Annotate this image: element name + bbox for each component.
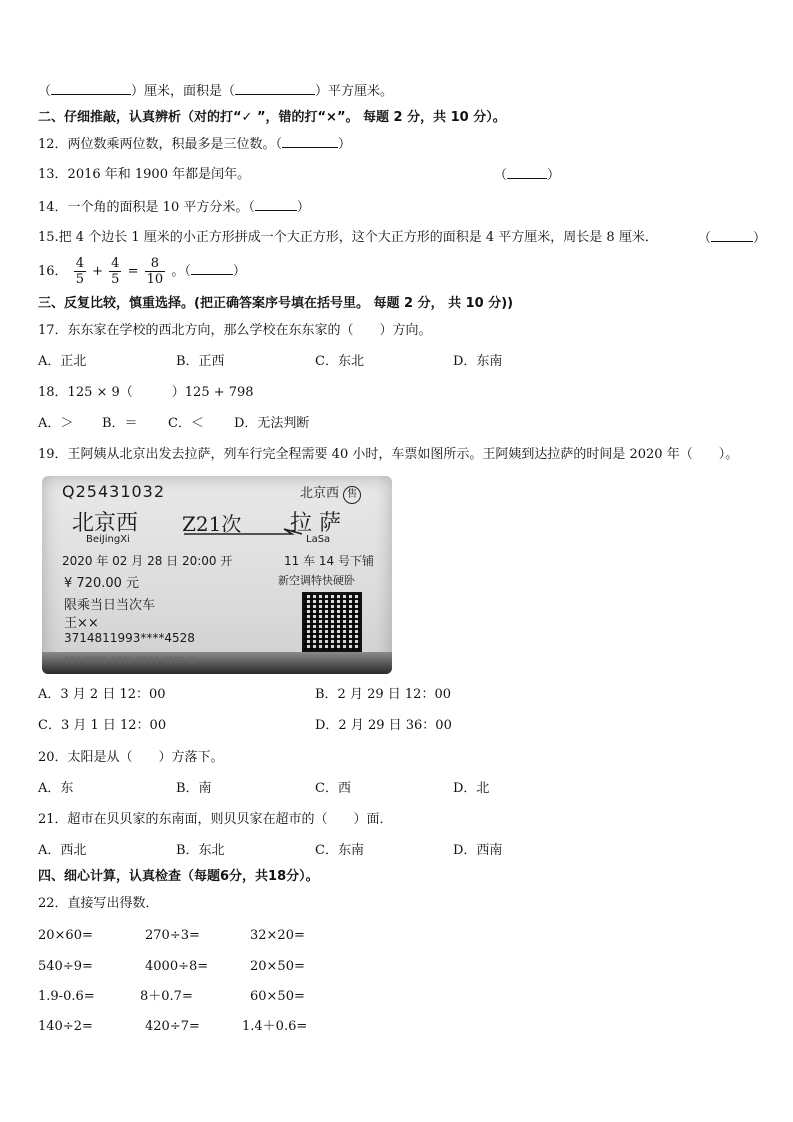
option-c[interactable]: C．东北 (315, 354, 364, 369)
numerator: 4 (111, 256, 120, 271)
ticket-station-name: 北京西 (300, 486, 340, 501)
line-answer-blanks (38, 82, 393, 101)
calc-item: 540÷9= (38, 959, 93, 974)
question-15 (38, 229, 658, 247)
option-c[interactable]: C．＜ (168, 416, 204, 431)
answer-blank[interactable] (255, 198, 297, 211)
question-text: 14．一个角的面积是 10 平方分米。（ (38, 200, 255, 215)
option-d[interactable]: D．2 月 29 日 36：00 (315, 718, 452, 733)
fraction (74, 256, 86, 287)
calc-item: 20×60= (38, 928, 93, 943)
paren-close: ） (296, 200, 310, 215)
plus-sign: + (92, 264, 104, 279)
calc-item: 20×50= (250, 959, 305, 974)
ticket-train-number: Z21次 (182, 512, 242, 536)
ticket-seat: 11 车 14 号下铺 (284, 554, 374, 568)
paren-close: ） (232, 264, 246, 279)
fraction (145, 256, 166, 287)
paren-open: （ (698, 231, 712, 246)
question-19: 19．王阿姨从北京出发去拉萨，列车行完全程需要 40 小时，车票如图所示。王阿姨到达拉萨的时间是 2020 年（ ）。 (38, 447, 739, 462)
question-12 (38, 135, 351, 154)
question-15-answer (698, 229, 766, 248)
ticket-datetime: 2020 年 02 月 28 日 20:00 开 (62, 554, 233, 568)
sold-stamp-icon: 售 (343, 486, 361, 504)
calc-item: 420÷7= (145, 1019, 200, 1034)
question-number: 16． (38, 264, 68, 279)
question-13-answer (494, 166, 560, 185)
fraction (109, 256, 121, 287)
denominator: 5 (75, 272, 84, 287)
ticket-price: ¥ 720.00 元 (64, 576, 140, 591)
option-a[interactable]: A．＞ (38, 416, 74, 431)
option-b[interactable]: B．东北 (176, 843, 225, 858)
calc-item: 60×50= (250, 989, 305, 1004)
ticket-passenger-name: 王×× (64, 616, 99, 631)
option-d[interactable]: D．东南 (453, 354, 503, 369)
question-20: 20．太阳是从（ ）方落下。 (38, 750, 224, 765)
question-22: 22．直接写出得数． (38, 896, 159, 911)
paren-close: ） (753, 231, 767, 246)
paren-open: 。（ (171, 264, 191, 279)
option-a[interactable]: A．西北 (38, 843, 87, 858)
question-text: 15.把 4 个边长 1 厘米的小正方形拼成一个大正方形，这个大正方形的面积是 4 平方厘米，周长是 8 厘米． (38, 230, 658, 245)
ticket-from-en: BeiJingXi (86, 534, 130, 545)
paren-open: （ (494, 168, 508, 183)
option-c[interactable]: C．东南 (315, 843, 364, 858)
ticket-class: 新空调特快硬卧 (278, 574, 355, 587)
equals-sign: = (127, 264, 139, 279)
arrow-right-icon (184, 528, 302, 538)
calc-item: 32×20= (250, 928, 305, 943)
option-a[interactable]: A．东 (38, 781, 74, 796)
question-text: 12．两位数乘两位数，积最多是三位数。（ (38, 137, 283, 152)
ticket-station-top (300, 482, 361, 504)
ticket-from-cn: 北京西 (72, 511, 139, 536)
question-21: 21．超市在贝贝家的东南面，则贝贝家在超市的（ ）面． (38, 812, 393, 827)
option-a[interactable]: A．正北 (38, 354, 87, 369)
option-d[interactable]: D．西南 (453, 843, 503, 858)
numerator: 8 (145, 256, 166, 272)
answer-blank[interactable] (711, 229, 753, 242)
text-segment: ）平方厘米。 (315, 84, 394, 99)
option-b[interactable]: B．＝ (102, 416, 138, 431)
paren-open: （ (38, 84, 52, 99)
text-segment: ）厘米，面积是（ (131, 84, 236, 99)
answer-blank[interactable] (191, 262, 233, 275)
numerator: 4 (75, 256, 84, 271)
section-4-heading: 四、细心计算，认真检查（每题6分，共18分）。 (38, 869, 319, 884)
calc-item: 8＋0.7= (140, 989, 193, 1004)
calc-item: 4000÷8= (145, 959, 209, 974)
section-2-heading: 二、仔细推敲，认真辨析（对的打“✓ ”，错的打“×”。 每题 2 分，共 10 分）。 (38, 110, 506, 125)
ticket-to-en: LaSa (306, 534, 331, 545)
calc-item: 140÷2= (38, 1019, 93, 1034)
qr-code-icon (302, 592, 362, 652)
answer-blank[interactable] (51, 82, 131, 95)
answer-blank[interactable] (282, 135, 338, 148)
ticket-code: Q25431032 (62, 482, 166, 501)
calc-item: 1.9-0.6= (38, 989, 95, 1004)
question-16 (38, 256, 246, 288)
calc-item: 270÷3= (145, 928, 200, 943)
question-17: 17．东东家在学校的西北方向，那么学校在东东家的（ ）方向。 (38, 323, 432, 338)
option-c[interactable]: C．西 (315, 781, 351, 796)
option-c[interactable]: C．3 月 1 日 12：00 (38, 718, 167, 733)
ticket-id-number: 3714811993****4528 (64, 631, 195, 645)
train-ticket-image (42, 476, 392, 674)
answer-blank[interactable] (507, 166, 547, 179)
option-b[interactable]: B．南 (176, 781, 212, 796)
question-13 (38, 166, 250, 184)
option-b[interactable]: B．正西 (176, 354, 225, 369)
option-d[interactable]: D．无法判断 (234, 416, 310, 431)
answer-blank[interactable] (235, 82, 315, 95)
ticket-to-cn: 拉 萨 (290, 511, 341, 536)
denominator: 5 (111, 272, 120, 287)
section-3-heading: 三、反复比较，慎重选择。(把正确答案序号填在括号里。 每题 2 分， 共 10 分)) (38, 296, 514, 311)
calc-item: 1.4＋0.6= (242, 1019, 308, 1034)
denominator: 10 (146, 272, 164, 287)
question-text: 13．2016 年和 1900 年都是闰年。 (38, 167, 251, 182)
question-14 (38, 198, 310, 217)
option-b[interactable]: B．2 月 29 日 12：00 (315, 687, 451, 702)
paren-close: ） (547, 168, 561, 183)
option-d[interactable]: D．北 (453, 781, 490, 796)
option-a[interactable]: A．3 月 2 日 12：00 (38, 687, 166, 702)
ticket-limit: 限乘当日当次车 (64, 598, 156, 613)
paren-close: ） (338, 137, 352, 152)
question-18: 18．125 × 9（ ）125 + 798 (38, 385, 254, 400)
ticket-serial: 650-5791-2761 0154-0101-2 (64, 656, 195, 666)
